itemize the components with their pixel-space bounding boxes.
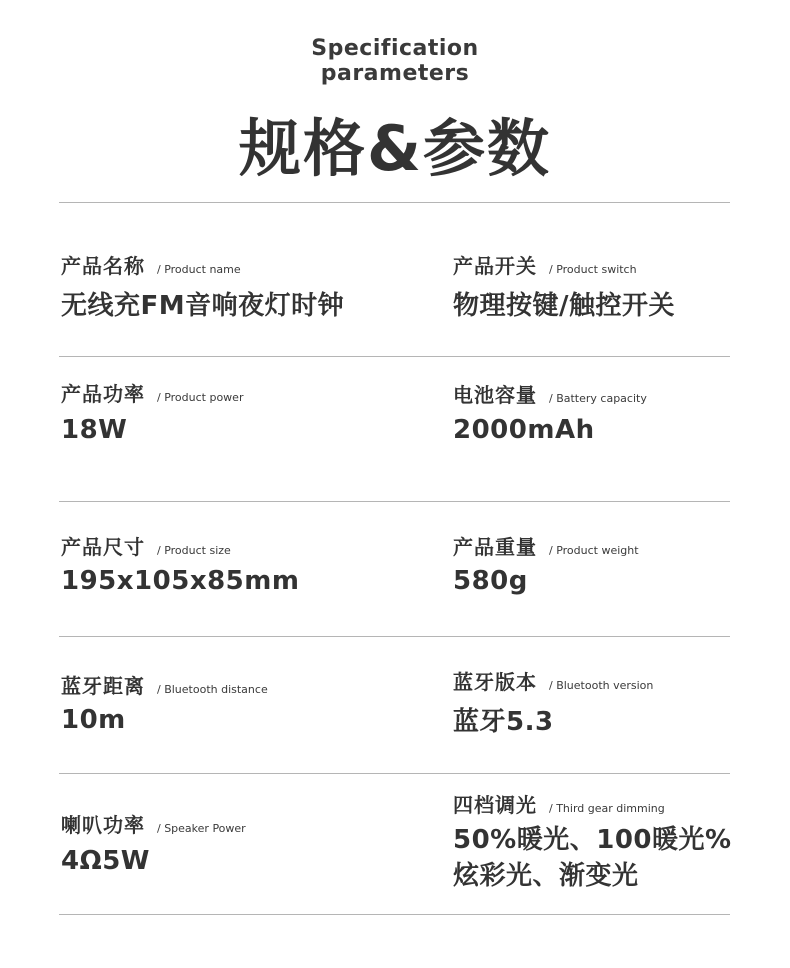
divider	[59, 356, 730, 357]
spec-label-en: / Third gear dimming	[549, 802, 665, 815]
spec-bluetooth-distance	[61, 670, 268, 735]
spec-label-en: / Bluetooth distance	[157, 683, 268, 696]
spec-value: 2000mAh	[453, 415, 595, 445]
spec-label: 产品开关	[453, 254, 537, 278]
spec-label: 四档调光	[453, 793, 537, 817]
spec-label: 喇叭功率	[61, 813, 145, 837]
spec-value: 195x105x85mm	[61, 566, 300, 596]
spec-label: 电池容量	[453, 383, 537, 407]
spec-value-line-1: 50%暖光、100暖光%	[453, 825, 732, 855]
divider	[59, 501, 730, 502]
spec-value: 10m	[61, 705, 126, 735]
spec-label: 产品功率	[61, 382, 145, 406]
spec-value: 4Ω5W	[61, 846, 150, 876]
spec-label-en: / Product weight	[549, 544, 639, 557]
spec-value: 物理按键/触控开关	[453, 291, 675, 321]
spec-bluetooth-version	[453, 666, 653, 738]
spec-product-weight	[453, 531, 639, 596]
spec-label-en: / Product name	[157, 263, 241, 276]
spec-value: 18W	[61, 415, 128, 445]
spec-label-en: / Product switch	[549, 263, 637, 276]
spec-product-power	[61, 378, 243, 445]
spec-dimming	[453, 789, 732, 894]
spec-value: 蓝牙5.3	[453, 707, 554, 737]
spec-product-size	[61, 531, 299, 596]
spec-label: 产品名称	[61, 254, 145, 278]
spec-battery-capacity	[453, 379, 647, 445]
spec-value: 580g	[453, 566, 528, 596]
subtitle-line-1: Specification	[311, 36, 479, 61]
spec-label: 蓝牙版本	[453, 670, 537, 694]
spec-product-switch	[453, 250, 675, 322]
spec-label: 蓝牙距离	[61, 674, 145, 698]
divider	[59, 914, 730, 915]
divider	[59, 773, 730, 774]
spec-label-en: / Battery capacity	[549, 392, 647, 405]
divider	[59, 636, 730, 637]
spec-label: 产品尺寸	[61, 535, 145, 559]
page-subtitle-en	[0, 36, 790, 86]
page-title: 规格&参数	[238, 112, 552, 185]
spec-speaker-power	[61, 809, 246, 876]
divider	[59, 202, 730, 203]
subtitle-line-2: parameters	[320, 61, 470, 86]
spec-label-en: / Product size	[157, 544, 231, 557]
spec-label-en: / Bluetooth version	[549, 679, 654, 692]
spec-label: 产品重量	[453, 535, 537, 559]
spec-label-en: / Speaker Power	[157, 822, 246, 835]
spec-product-name	[61, 250, 344, 322]
spec-value: 无线充FM音响夜灯时钟	[61, 291, 345, 321]
spec-value-line-2: 炫彩光、渐变光	[453, 861, 639, 891]
spec-label-en: / Product power	[157, 391, 244, 404]
